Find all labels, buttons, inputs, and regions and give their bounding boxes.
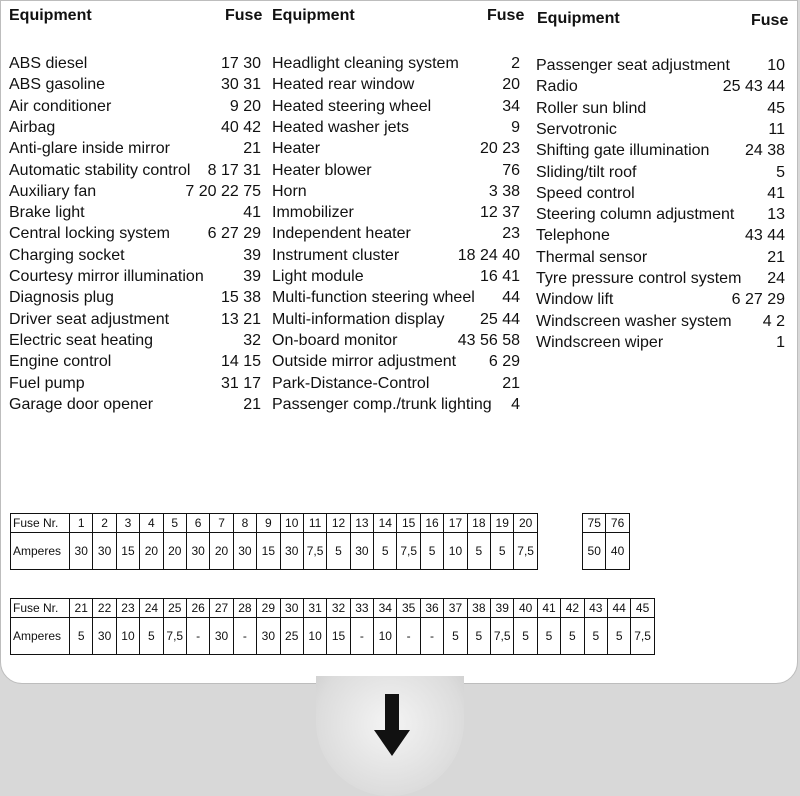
equipment-name: Passenger comp./trunk lighting (272, 395, 492, 413)
equipment-row (9, 309, 261, 330)
fuse-number-cell: 14 (374, 514, 397, 533)
amperes-cell: 5 (140, 618, 163, 655)
fuse-numbers: 9 20 (229, 97, 261, 115)
amperes-cell: 5 (607, 618, 630, 655)
fuse-number-cell: 22 (93, 599, 116, 618)
fuse-number-cell: 75 (583, 514, 606, 533)
equipment-row (9, 287, 261, 308)
equipment-row (536, 289, 785, 310)
fuse-number-cell: 21 (70, 599, 93, 618)
amperes-cell: - (397, 618, 420, 655)
fuse-number-cell: 24 (140, 599, 163, 618)
equipment-name: Multi-function steering wheel (272, 289, 475, 307)
equipment-row (9, 223, 261, 244)
equipment-name: Instrument cluster (272, 246, 400, 264)
equipment-row (272, 266, 520, 287)
equipment-name: Horn (272, 182, 307, 200)
fuse-number-cell: 11 (303, 514, 326, 533)
fuse-number-cell: 26 (186, 599, 209, 618)
amperes-cell: 30 (210, 618, 233, 655)
equipment-row (536, 225, 785, 246)
fuse-number-cell: 17 (444, 514, 467, 533)
fuse-numbers: 5 (776, 163, 785, 181)
fuse-number-cell: 8 (233, 514, 256, 533)
fuse-number-cell: 38 (467, 599, 490, 618)
amperes-cell: 40 (606, 533, 629, 570)
amperes-cell: - (420, 618, 443, 655)
fuse-numbers: 13 (767, 206, 785, 224)
equipment-name: Passenger seat adjustment (536, 57, 730, 74)
fuse-number-cell: 13 (350, 514, 373, 533)
equipment-name: Air conditioner (9, 97, 112, 115)
fuse-numbers: 14 15 (220, 353, 261, 371)
equipment-name: Outside mirror adjustment (272, 353, 457, 371)
equipment-row (9, 202, 261, 223)
equipment-name: Charging socket (9, 246, 125, 264)
fuse-numbers: 34 (502, 97, 520, 115)
fuse-number-cell: 1 (70, 514, 93, 533)
equipment-name: ABS gasoline (9, 76, 106, 94)
amperes-cell: - (186, 618, 209, 655)
fuse-number-cell: 30 (280, 599, 303, 618)
fuse-numbers: 23 (502, 225, 520, 243)
fuse-numbers: 76 (502, 161, 520, 179)
equipment-row (9, 245, 261, 266)
amperes-cell: 20 (140, 533, 163, 570)
fuse-number-cell: 19 (491, 514, 514, 533)
fuse-numbers: 25 43 44 (722, 78, 785, 96)
fuse-numbers: 21 (502, 374, 520, 392)
equipment-row (272, 394, 520, 415)
fuse-numbers: 18 24 40 (457, 246, 520, 264)
fuse-number-cell: 20 (514, 514, 537, 533)
fuse-numbers: 7 20 22 75 (185, 182, 261, 200)
fuse-number-cell: 76 (606, 514, 629, 533)
amperes-cell: 5 (514, 618, 537, 655)
amperes-cell: 30 (280, 533, 303, 570)
amperes-cell: 5 (467, 533, 490, 570)
equipment-name: Airbag (9, 118, 56, 136)
equipment-row (536, 119, 785, 140)
equipment-name: Servotronic (536, 120, 617, 138)
equipment-row (9, 373, 261, 394)
equipment-name: Anti-glare inside mirror (9, 140, 170, 158)
equipment-row (272, 138, 520, 159)
amperes-cell: 10 (444, 533, 467, 570)
equipment-row (272, 202, 520, 223)
fuse-numbers: 13 21 (220, 310, 261, 328)
equipment-row (536, 332, 785, 353)
fuse-numbers: 4 (511, 395, 520, 413)
equipment-row (9, 351, 261, 372)
equipment-row (272, 53, 520, 74)
fuse-number-cell: 45 (631, 599, 654, 618)
fuse-number-cell: 4 (140, 514, 163, 533)
fuse-numbers: 15 38 (220, 289, 261, 307)
fuse-number-cell: 32 (327, 599, 350, 618)
amperes-cell: 5 (70, 618, 93, 655)
amperes-cell: 5 (467, 618, 490, 655)
amperes-cell: 7,5 (631, 618, 654, 655)
equipment-name: Brake light (9, 204, 85, 222)
fuse-number-cell: 28 (233, 599, 256, 618)
equipment-row (536, 204, 785, 225)
equipment-row (9, 138, 261, 159)
equipment-name: Multi-information display (272, 310, 445, 328)
amperes-cell: 30 (233, 533, 256, 570)
amperes-cell: 7,5 (491, 618, 514, 655)
fuse-number-cell: 41 (537, 599, 560, 618)
amperes-cell: 50 (583, 533, 606, 570)
fuse-numbers: 20 23 (479, 140, 520, 158)
fuse-number-cell: 29 (257, 599, 280, 618)
amperes-cell: 5 (537, 618, 560, 655)
fuse-number-cell: 43 (584, 599, 607, 618)
equipment-name: Auxiliary fan (9, 182, 97, 200)
amperes-cell: 5 (584, 618, 607, 655)
fuse-table-21-45 (10, 598, 655, 655)
equipment-name: Steering column adjustment (536, 206, 735, 224)
fuse-numbers: 43 44 (744, 227, 785, 245)
amperes-cell: 30 (70, 533, 93, 570)
fuse-number-cell: 42 (561, 599, 584, 618)
fuse-number-cell: 27 (210, 599, 233, 618)
fuse-number-cell: 10 (280, 514, 303, 533)
amperes-cell: 5 (420, 533, 443, 570)
equipment-row (536, 98, 785, 119)
equipment-name: Windscreen washer system (536, 312, 732, 330)
fuse-nr-label: Fuse Nr. (11, 514, 70, 533)
equipment-name: Light module (272, 268, 364, 285)
equipment-row (9, 53, 261, 74)
amperes-cell: 30 (93, 533, 116, 570)
fuse-numbers: 8 17 31 (207, 161, 261, 179)
fuse-number-cell: 9 (257, 514, 280, 533)
equipment-row (536, 247, 785, 268)
equipment-row (536, 55, 785, 76)
equipment-row (272, 160, 520, 181)
fuse-numbers: 30 31 (220, 76, 261, 94)
col2-fuse-header: Fuse (487, 7, 525, 24)
equipment-name: On-board monitor (272, 331, 398, 349)
equipment-name: Diagnosis plug (9, 289, 114, 307)
amperes-cell: 5 (444, 618, 467, 655)
amperes-cell: 15 (257, 533, 280, 570)
fuse-numbers: 24 (767, 270, 785, 287)
equipment-row (272, 309, 520, 330)
equipment-row (9, 117, 261, 138)
amperes-cell: 15 (327, 618, 350, 655)
equipment-name: Heated steering wheel (272, 97, 432, 115)
equipment-row (272, 287, 520, 308)
equipment-name: Telephone (536, 227, 610, 245)
col3-fuse-header: Fuse (751, 12, 789, 29)
equipment-name: Headlight cleaning system (272, 55, 459, 72)
amperes-cell: 5 (327, 533, 350, 570)
equipment-name: Immobilizer (272, 204, 354, 222)
fuse-numbers: 31 17 (220, 374, 261, 392)
equipment-row (9, 96, 261, 117)
fuse-number-cell: 5 (163, 514, 186, 533)
equipment-row (536, 76, 785, 97)
equipment-row (536, 162, 785, 183)
fuse-numbers: 6 27 29 (207, 225, 261, 243)
equipment-row (272, 117, 520, 138)
amperes-cell: 30 (93, 618, 116, 655)
equipment-name: Fuel pump (9, 374, 85, 392)
equipment-name: Park-Distance-Control (272, 374, 430, 392)
amperes-cell: 30 (350, 533, 373, 570)
fuse-number-cell: 15 (397, 514, 420, 533)
amperes-cell: 10 (374, 618, 397, 655)
equipment-name: Independent heater (272, 225, 411, 243)
fuse-numbers: 43 56 58 (457, 331, 520, 349)
equipment-row (9, 330, 261, 351)
equipment-name: Radio (536, 78, 578, 96)
fuse-number-cell: 39 (491, 599, 514, 618)
fuse-number-cell: 25 (163, 599, 186, 618)
equipment-row (272, 223, 520, 244)
equipment-name: Heated washer jets (272, 118, 409, 136)
equipment-row (272, 96, 520, 117)
fuse-numbers: 41 (767, 184, 785, 202)
equipment-row (9, 181, 261, 202)
equipment-row (9, 394, 261, 415)
equipment-row (9, 266, 261, 287)
equipment-name: Shifting gate illumination (536, 142, 710, 160)
equipment-row (9, 160, 261, 181)
equipment-row (272, 351, 520, 372)
fuse-numbers: 32 (243, 331, 261, 349)
arrow-down-icon (374, 694, 410, 756)
equipment-row (272, 181, 520, 202)
fuse-numbers: 21 (767, 248, 785, 266)
amperes-cell: 20 (210, 533, 233, 570)
fuse-numbers: 17 30 (220, 55, 261, 72)
equipment-row (272, 330, 520, 351)
equipment-row (536, 311, 785, 332)
equipment-name: Electric seat heating (9, 331, 154, 349)
fuse-number-cell: 2 (93, 514, 116, 533)
equipment-row (9, 74, 261, 95)
amperes-cell: 20 (163, 533, 186, 570)
amperes-cell: 5 (561, 618, 584, 655)
equipment-name: Engine control (9, 353, 112, 371)
equipment-row (272, 74, 520, 95)
fuse-numbers: 25 44 (479, 310, 520, 328)
fuse-number-cell: 18 (467, 514, 490, 533)
fuse-number-cell: 37 (444, 599, 467, 618)
equipment-name: Speed control (536, 184, 635, 202)
col1-fuse-header: Fuse (225, 7, 263, 24)
amperes-cell: - (350, 618, 373, 655)
fuse-number-cell: 16 (420, 514, 443, 533)
fuse-number-cell: 31 (303, 599, 326, 618)
fuse-number-cell: 33 (350, 599, 373, 618)
col3-equipment-header: Equipment (537, 10, 620, 27)
fuse-numbers: 2 (511, 55, 520, 72)
amperes-cell: 7,5 (163, 618, 186, 655)
fuse-number-cell: 35 (397, 599, 420, 618)
amperes-cell: 25 (280, 618, 303, 655)
equipment-name: Sliding/tilt roof (536, 163, 637, 181)
equipment-name: Windscreen wiper (536, 333, 664, 351)
col2-equipment-header: Equipment (272, 7, 355, 24)
amperes-cell: 30 (257, 618, 280, 655)
equipment-name: Driver seat adjustment (9, 310, 170, 328)
amperes-cell: 15 (116, 533, 139, 570)
amperes-cell: 5 (491, 533, 514, 570)
fuse-number-cell: 12 (327, 514, 350, 533)
fuse-numbers: 1 (776, 333, 785, 351)
fuse-table-1-20 (10, 513, 538, 570)
amperes-cell: 10 (116, 618, 139, 655)
equipment-row (536, 140, 785, 161)
equipment-name: Heater (272, 140, 321, 158)
fuse-numbers: 39 (243, 268, 261, 285)
equipment-row (272, 245, 520, 266)
amperes-cell: - (233, 618, 256, 655)
fuse-numbers: 11 (768, 120, 785, 138)
fuse-numbers: 12 37 (479, 204, 520, 222)
equipment-name: Heater blower (272, 161, 372, 179)
fuse-numbers: 45 (767, 99, 785, 117)
equipment-name: Garage door opener (9, 395, 154, 413)
equipment-row (536, 268, 785, 289)
equipment-name: Automatic stability control (9, 161, 191, 179)
fuse-numbers: 6 27 29 (731, 291, 785, 309)
fuse-numbers: 16 41 (479, 268, 520, 285)
fuse-numbers: 21 (243, 395, 261, 413)
amperes-cell: 10 (303, 618, 326, 655)
equipment-name: Central locking system (9, 225, 170, 243)
amperes-cell: 7,5 (303, 533, 326, 570)
col1-equipment-header: Equipment (9, 7, 92, 24)
fuse-numbers: 21 (243, 140, 261, 158)
equipment-name: Courtesy mirror illumination (9, 268, 204, 285)
fuse-number-cell: 6 (186, 514, 209, 533)
equipment-name: Window lift (536, 291, 614, 309)
fuse-numbers: 20 (502, 76, 520, 94)
equipment-name: ABS diesel (9, 55, 88, 72)
fuse-number-cell: 36 (420, 599, 443, 618)
fuse-numbers: 6 29 (488, 353, 520, 371)
amperes-cell: 7,5 (514, 533, 537, 570)
fuse-nr-label: Fuse Nr. (11, 599, 70, 618)
amperes-cell: 7,5 (397, 533, 420, 570)
fuse-numbers: 44 (502, 289, 520, 307)
amperes-label: Amperes (11, 533, 70, 570)
fuse-numbers: 4 2 (762, 312, 785, 330)
fuse-numbers: 40 42 (220, 118, 261, 136)
amperes-cell: 5 (374, 533, 397, 570)
equipment-row (536, 183, 785, 204)
fuse-number-cell: 23 (116, 599, 139, 618)
fuse-numbers: 10 (767, 57, 785, 74)
fuse-number-cell: 7 (210, 514, 233, 533)
fuse-number-cell: 44 (607, 599, 630, 618)
fuse-table-75-76 (582, 513, 630, 570)
fuse-number-cell: 40 (514, 599, 537, 618)
fuse-number-cell: 34 (374, 599, 397, 618)
amperes-label: Amperes (11, 618, 70, 655)
fuse-number-cell: 3 (116, 514, 139, 533)
fuse-numbers: 24 38 (744, 142, 785, 160)
fuse-numbers: 3 38 (488, 182, 520, 200)
amperes-cell: 30 (186, 533, 209, 570)
fuse-numbers: 9 (511, 118, 520, 136)
equipment-row (272, 373, 520, 394)
fuse-numbers: 41 (243, 204, 261, 222)
equipment-name: Roller sun blind (536, 99, 647, 117)
equipment-name: Thermal sensor (536, 248, 648, 266)
equipment-name: Heated rear window (272, 76, 415, 94)
fuse-numbers: 39 (243, 246, 261, 264)
equipment-name: Tyre pressure control system (536, 270, 742, 287)
